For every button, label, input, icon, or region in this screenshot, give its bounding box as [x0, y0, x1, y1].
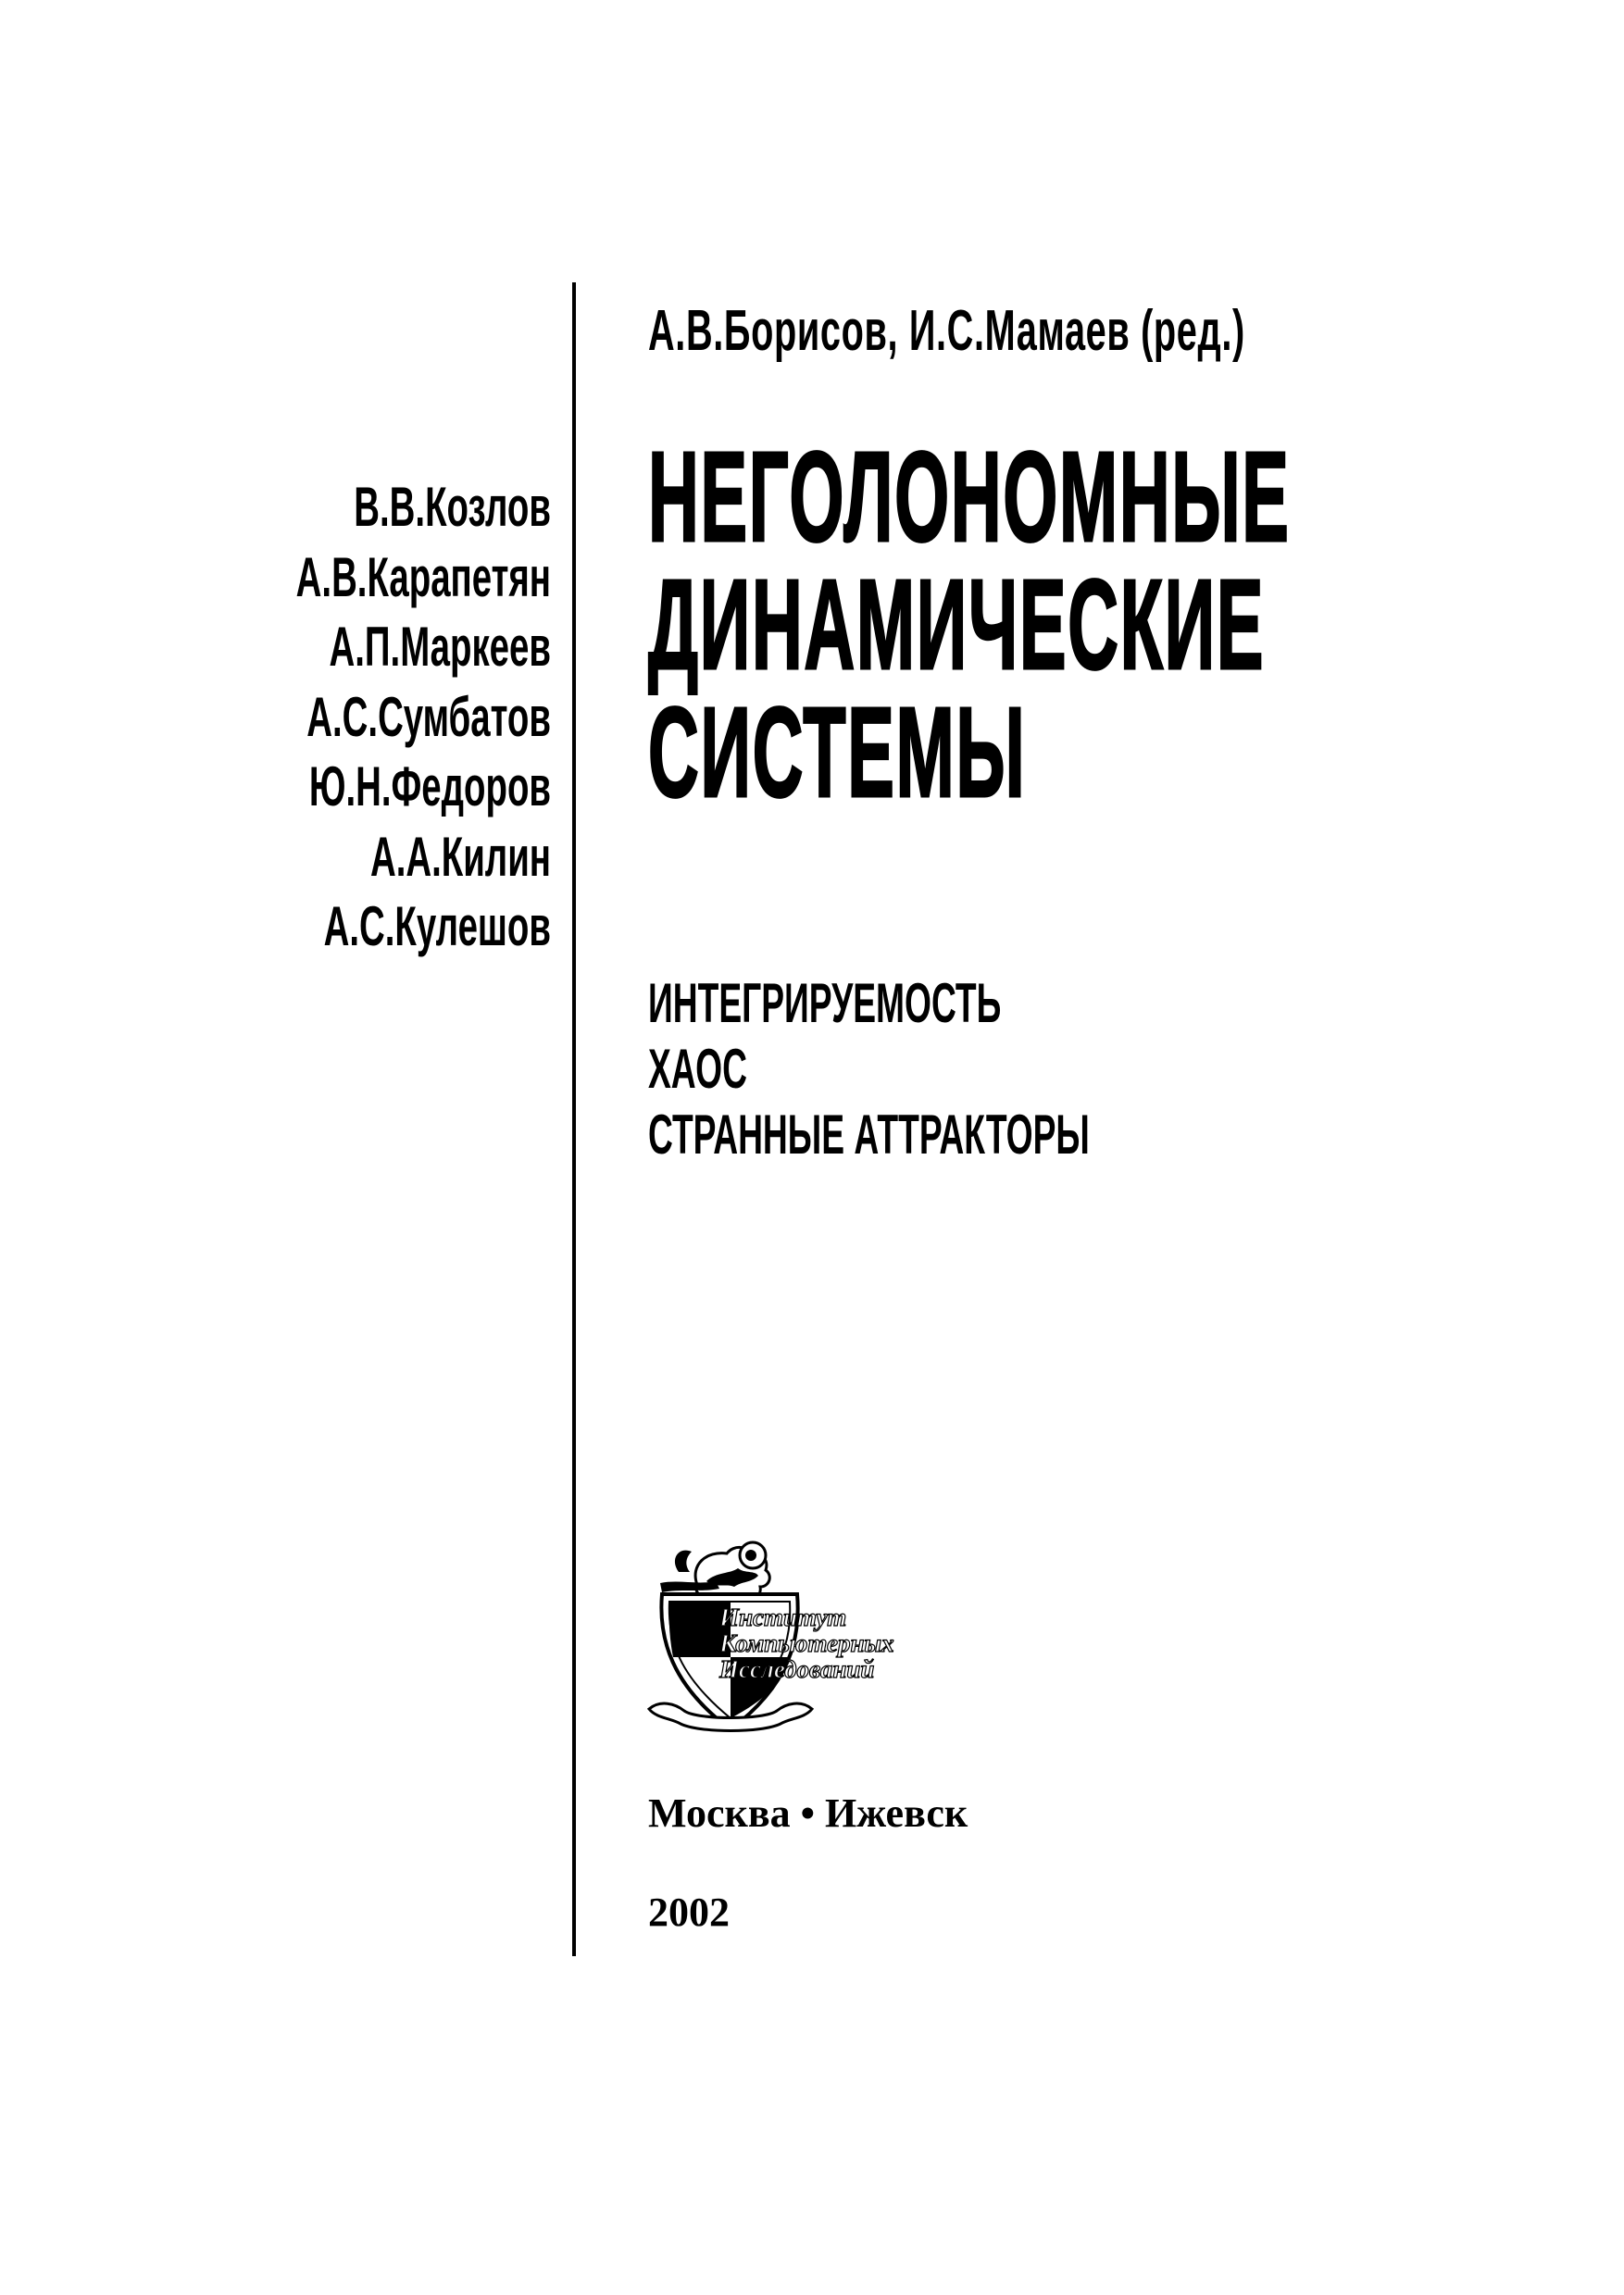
editors-line: А.В.Борисов, И.С.Мамаев (ред.) [648, 299, 1245, 363]
title-line: НЕГОЛОНОМНЫЕ [648, 426, 1291, 568]
author-name: В.В.Козлов [354, 476, 551, 538]
author-name: А.П.Маркеев [329, 616, 551, 678]
logo-line: Институт [719, 1603, 847, 1631]
author-name: А.А.Килин [369, 825, 551, 888]
author-name: Ю.Н.Федоров [308, 755, 551, 817]
title-line: ДИНАМИЧЕСКИЕ [648, 554, 1266, 696]
logo-line: Компьютерных [719, 1629, 894, 1657]
book-subtitle [648, 970, 1360, 1167]
publication-year: 2002 [648, 1890, 730, 1935]
author-name: А.С.Кулешов [323, 895, 551, 957]
title-line: СИСТЕМЫ [648, 681, 1027, 824]
lion-shield-logo-icon [642, 1528, 938, 1750]
author-name: А.В.Карапетян [295, 545, 551, 608]
subtitle-line: ХАОС [648, 1038, 747, 1100]
author-list [0, 472, 551, 962]
subtitle-line: СТРАННЫЕ АТТРАКТОРЫ [648, 1104, 1090, 1166]
logo-line: Исследований [719, 1655, 875, 1683]
subtitle-line: ИНТЕГРИРУЕМОСТЬ [648, 972, 1002, 1034]
book-title [648, 426, 1624, 824]
vertical-divider [572, 282, 576, 1956]
publication-city: Москва • Ижевск [648, 1790, 968, 1836]
author-name: А.С.Сумбатов [306, 685, 551, 748]
